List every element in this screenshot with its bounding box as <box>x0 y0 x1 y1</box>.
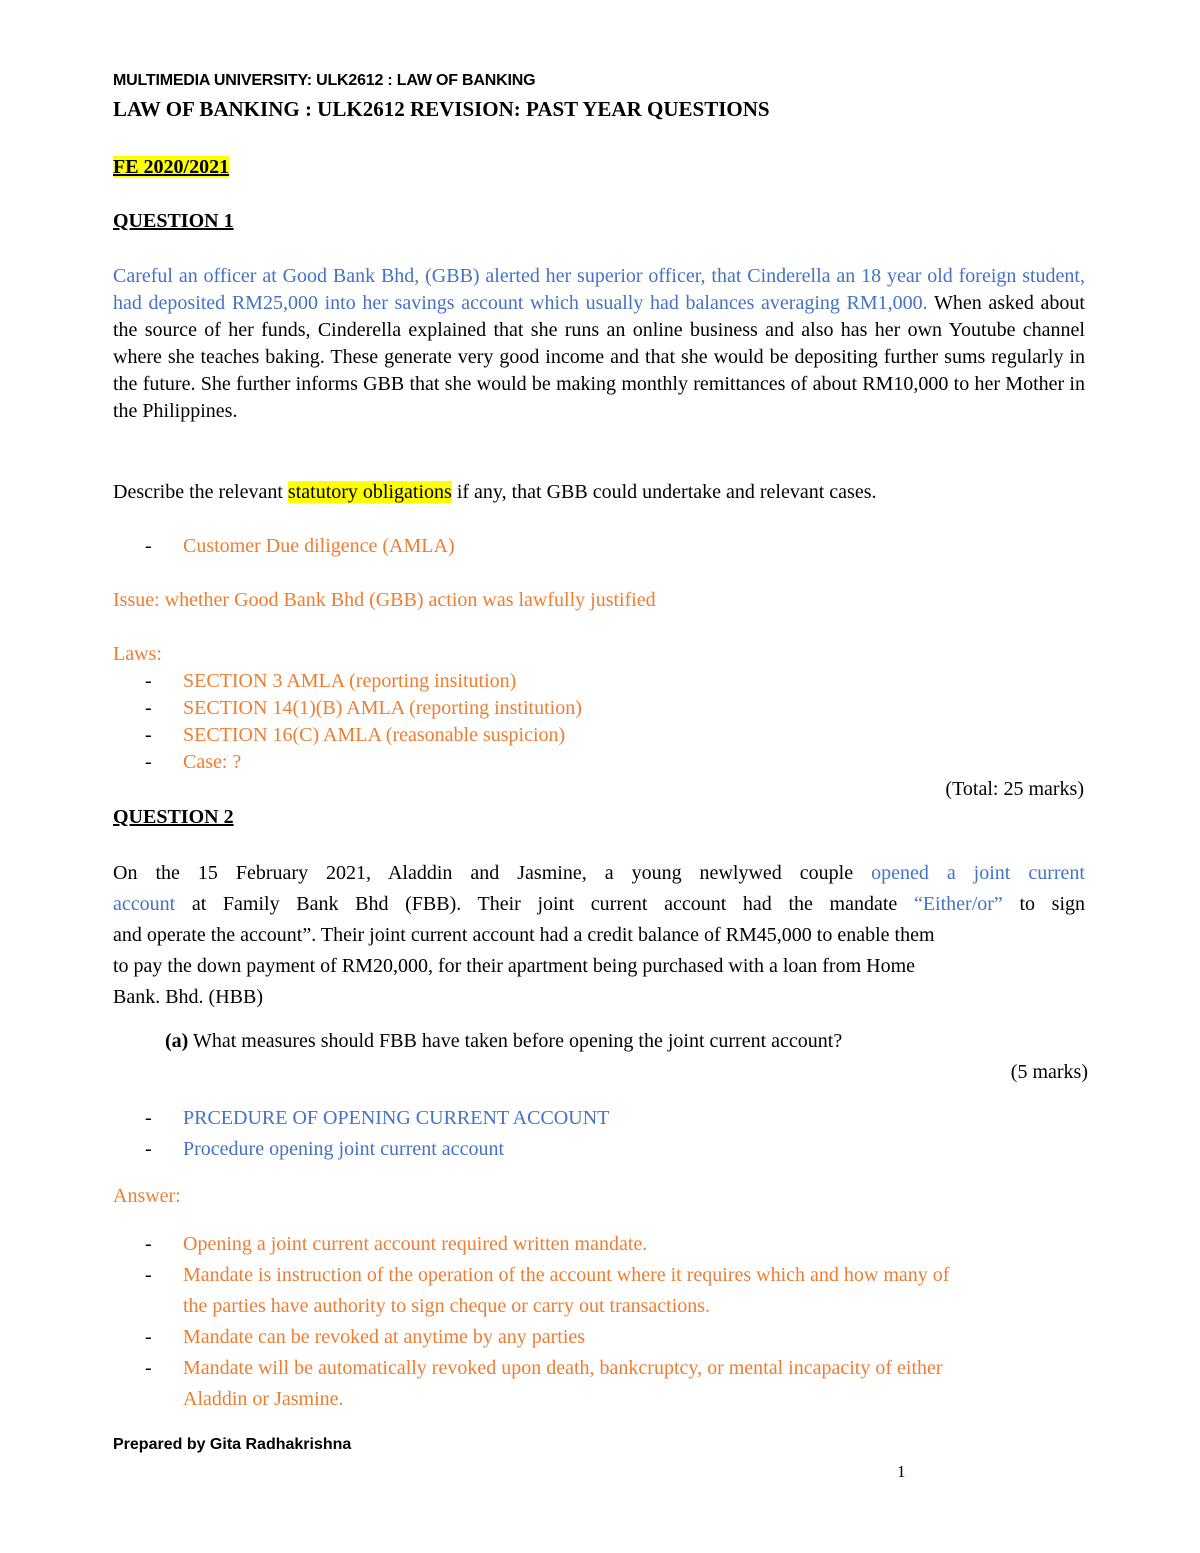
question-2-part-a: (a) What measures should FBB have taken before opening the joint current account? <box>165 1030 843 1052</box>
answer-item: Mandate is instruction of the operation of the account where it requires which and how many of <box>183 1264 950 1286</box>
answer-item-continued: Aladdin or Jasmine. <box>183 1388 344 1410</box>
bullet-cdd: Customer Due diligence (AMLA) <box>183 535 455 557</box>
bullet-dash: - <box>145 1326 152 1348</box>
blue-bullet-item: Procedure opening joint current account <box>183 1138 504 1160</box>
page-number: 1 <box>897 1462 906 1481</box>
question-1-heading: QUESTION 1 <box>113 210 234 232</box>
question-1-text-rest: When asked about the source of her funds, Cinderella explained that she runs an online business and also has her own Youtube channel where she teaches baking. These generate very good income and that she would be depositing further sums regularly in the future. She further informs GBB that she would be making monthly remittances of about RM10,000 to her Mother in the Philippines. <box>113 292 1085 422</box>
question-2-heading: QUESTION 2 <box>113 806 234 828</box>
bullet-dash: - <box>145 1357 152 1379</box>
question-1-text <box>113 263 1085 425</box>
bullet-dash: - <box>145 1233 152 1255</box>
law-item: SECTION 3 AMLA (reporting insitution) <box>183 670 517 692</box>
bullet-dash: - <box>145 1264 152 1286</box>
laws-label: Laws: <box>113 643 162 665</box>
bullet-dash: - <box>145 751 152 773</box>
law-item: SECTION 16(C) AMLA (reasonable suspicion) <box>183 724 566 746</box>
bullet-dash: - <box>145 697 152 719</box>
part-a-marks: (5 marks) <box>1010 1061 1088 1083</box>
answer-item-continued: the parties have authority to sign cheque or carry out transactions. <box>183 1295 711 1317</box>
running-header: MULTIMEDIA UNIVERSITY: ULK2612 : LAW OF BANKING <box>113 72 536 89</box>
bullet-dash: - <box>145 1138 152 1160</box>
highlighted-phrase: statutory obligations <box>287 481 452 503</box>
question-2-text: On the 15 February 2021, Aladdin and Jasmine, a young newlywed couple opened a joint current account at Family Bank Bhd (FBB). Their joint current account had the mandate “Either/or” to sign and operate the account”. Their joint current account had a credit balance of RM45,000 to enable them to pay the down payment of RM20,000, for their apartment being purchased with a loan from Home Bank. Bhd. (HBB) <box>113 862 1085 1008</box>
answer-item: Opening a joint current account required written mandate. <box>183 1233 648 1255</box>
answer-item: Mandate will be automatically revoked upon death, bankcruptcy, or mental incapacity of either <box>183 1357 943 1379</box>
question-1-total-marks: (Total: 25 marks) <box>945 778 1084 800</box>
answer-item: Mandate can be revoked at anytime by any parties <box>183 1326 586 1348</box>
bullet-dash: - <box>145 670 152 692</box>
exam-label: FE 2020/2021 <box>113 156 230 178</box>
issue-line: Issue: whether Good Bank Bhd (GBB) action was lawfully justified <box>113 589 656 611</box>
footer-prepared-by: Prepared by Gita Radhakrishna <box>113 1436 352 1453</box>
blue-bullet-item: PRCEDURE OF OPENING CURRENT ACCOUNT <box>183 1107 610 1129</box>
question-1-text-highlighted: Careful an officer at Good Bank Bhd, (GBB) alerted her superior officer, that Cinderella an 18 year old foreign student, had deposited RM25,000 into her savings account which usually had balances averaging RM1,000. <box>113 265 1085 314</box>
question-1-instruction: Describe the relevant statutory obligations if any, that GBB could undertake and relevant cases. <box>113 481 877 503</box>
law-item: Case: ? <box>183 751 242 773</box>
bullet-dash: - <box>145 535 152 557</box>
bullet-dash: - <box>145 724 152 746</box>
bullet-dash: - <box>145 1107 152 1129</box>
law-item: SECTION 14(1)(B) AMLA (reporting institution) <box>183 697 582 719</box>
document-title: LAW OF BANKING : ULK2612 REVISION: PAST YEAR QUESTIONS <box>113 97 770 121</box>
answer-label: Answer: <box>113 1185 181 1207</box>
